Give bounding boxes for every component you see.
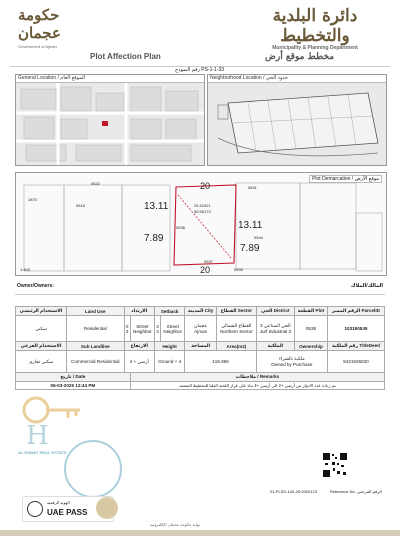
city-en: Ajman: [194, 329, 208, 334]
general-location-label: General Location / الموقع العام: [16, 75, 204, 83]
tile-label-b: 0539: [234, 267, 243, 272]
general-location-map: [15, 74, 205, 166]
setback-d: 3: [156, 328, 159, 334]
setback-street-label: Street: [136, 323, 149, 329]
col-land-use-ar: الاستخدام الرئيسي: [16, 307, 67, 316]
plot-code: [175, 67, 224, 73]
government-logo: [18, 6, 88, 49]
col-ownership: Ownership: [295, 342, 328, 351]
col-area: Area(m2): [217, 342, 257, 351]
plot-value: 0538: [295, 316, 328, 342]
sector-en: Northern Sector: [220, 329, 253, 334]
east-neighbor: 0544: [254, 235, 263, 240]
area-value: 419.986: [185, 351, 256, 373]
dim-left-lower: 7.89: [144, 233, 164, 244]
district-ar: الحي الصناعي 3: [260, 323, 291, 328]
plot-code-label: رقم النموذج: [175, 67, 200, 73]
date-row: [16, 382, 385, 390]
tile-label-a: 0542: [91, 181, 100, 186]
plot-marker: [102, 121, 108, 126]
seal-icon: [96, 497, 118, 519]
north-neighbor: 0541: [248, 185, 257, 190]
remarks-note: تم زيادة عدد الادوار من أرضي +2 الى أرضي +4 بناء على قرار اللجنة العليا للتخطيط المعتمد: [130, 382, 384, 390]
ownership-ar: ملكية بالشراء: [278, 356, 305, 361]
col-title-deed: رقم الملكية TitleDeed: [327, 342, 384, 351]
official-stamp: [64, 440, 122, 498]
date-value: 06-03-2025 12:44 PM: [16, 382, 131, 390]
setback-a: 0: [125, 323, 129, 329]
far-west-neighbor: 1870: [28, 197, 37, 202]
plot-demarcation-label: Plot Demarcation / موقع الأرض: [309, 175, 382, 183]
col-height: Height: [154, 342, 184, 351]
municipality-logo-en: Municipality & Planning Department: [272, 45, 358, 51]
col-sub-use: Sub Landline: [67, 342, 125, 351]
owners-label-en: Owner/Owners:: [17, 283, 54, 289]
parcel-table-grid: [15, 306, 385, 390]
col-sector: القطاع Sector: [217, 307, 257, 316]
municipality-logo-ar: دائرة البلدية والتخطيط: [272, 6, 358, 46]
svg-text:H: H: [26, 421, 49, 451]
col-city: المدينة City: [185, 307, 217, 316]
col-ownership-ar: الملكية: [256, 342, 294, 351]
land-use-value: Residential: [67, 316, 125, 342]
footer-text: بوابة حكومة عجمان الإلكترونية: [150, 522, 200, 527]
reference-row: [270, 489, 317, 494]
dim-right: 13.11: [238, 220, 263, 231]
col-land-use: Land Use: [67, 307, 125, 316]
page-title-ar: مخطط موقع أرض: [265, 52, 335, 62]
parcel-id-value: 103190539: [327, 316, 384, 342]
city-ar: عجمان: [194, 323, 208, 328]
neighborhood-map: [207, 74, 387, 166]
diag-b: 55.55173: [194, 209, 211, 214]
uae-pass-ar: الهوية الرقمية: [47, 500, 70, 505]
government-logo-ar: حكومة عجمان: [18, 6, 61, 42]
qr-code[interactable]: [322, 452, 348, 478]
remarks-label-en: Remarks: [259, 374, 280, 379]
table-header-row-1: [16, 307, 385, 316]
qr-icon: [322, 452, 348, 478]
remarks-row: تاريخ / Date ملاحظات / Remarks: [16, 373, 385, 382]
date-label-en: Date: [75, 374, 86, 379]
west-neighbor: 0518: [76, 203, 85, 208]
neighborhood-label: Neighborhood Location / حدود الحي: [208, 75, 386, 83]
general-map-drawing: [16, 83, 204, 165]
col-setback: Setback: [154, 307, 184, 316]
col-setback-ar: الارتداد: [124, 307, 154, 316]
owners-row: [15, 280, 385, 295]
footer-band: [0, 530, 400, 536]
district-en: Jurf Industrial 3: [259, 329, 292, 334]
sub-use-value: Commercial Residential: [67, 351, 125, 373]
reference-value: 01-PLSD-140-25-0000123: [270, 489, 317, 494]
watermark-text: AL RAWAT REAL ESTATE: [18, 450, 67, 455]
col-parcel-id: الرقم المميز ParcelID: [327, 307, 384, 316]
dim-bottom: 20: [200, 265, 211, 275]
dim-left: 13.11: [144, 201, 169, 212]
date-label-ar: تاريخ: [60, 374, 72, 379]
fingerprint-icon: [27, 501, 43, 517]
height-value-ar: أرضي + 4: [124, 351, 154, 373]
table-row-1: سكني Residential 0 3 Street Neighbor 3 3 Street Neighbor عجمان Ajman القطاع الشمالي Northern Sector الحي الصناعي 3 Jurf Industrial 3 0538 103190539: [16, 316, 385, 342]
sector-ar: القطاع الشمالي: [221, 323, 252, 328]
municipality-logo: [245, 6, 385, 51]
col-plot: القطعة Plot: [295, 307, 328, 316]
sub-use-value-ar: سكني تجاري: [16, 351, 67, 373]
neighborhood-map-drawing: [208, 83, 386, 165]
col-sub-use-ar: الاستخدام الفرعي: [16, 342, 67, 351]
dim-top: 20: [200, 181, 211, 191]
diag-a: 25.41921: [194, 203, 211, 208]
table-header-row-2: [16, 342, 385, 351]
plot-demarcation: [15, 172, 387, 276]
plot-code-value: PS-1-1-33: [201, 67, 225, 73]
setback-c: 3: [156, 323, 159, 329]
remarks-label-ar: ملاحظات: [235, 374, 256, 379]
setback-b: 3: [125, 328, 129, 334]
table-row-2: [16, 351, 385, 373]
title-row: [10, 52, 390, 66]
uae-pass-label: UAE PASS: [47, 508, 88, 517]
ownership-en: Owned by Purchase: [271, 362, 313, 367]
land-use-value-ar: سكني: [16, 316, 67, 342]
height-value: Ground + 4: [154, 351, 184, 373]
owners-label-ar: المالك/الملاك: [350, 283, 383, 289]
col-area-ar: المساحة: [185, 342, 217, 351]
dim-right-lower: 7.89: [240, 243, 260, 254]
title-deed-value: 9431926020: [327, 351, 384, 373]
scale-label: 1:400: [20, 267, 31, 272]
south-neighbor: 0537: [204, 259, 213, 264]
col-district: الحي District: [256, 307, 294, 316]
plot-number: 0538: [176, 225, 185, 230]
col-height-ar: الارتفاع: [124, 342, 154, 351]
reference-label: Reference No. الرقم المرجعي: [330, 489, 382, 494]
government-logo-en: Government of Ajman: [18, 44, 57, 49]
setback-neighbor-label: Neighbor: [133, 328, 152, 334]
parcel-table: [15, 306, 385, 390]
page-title-en: Plot Affection Plan: [90, 52, 161, 61]
